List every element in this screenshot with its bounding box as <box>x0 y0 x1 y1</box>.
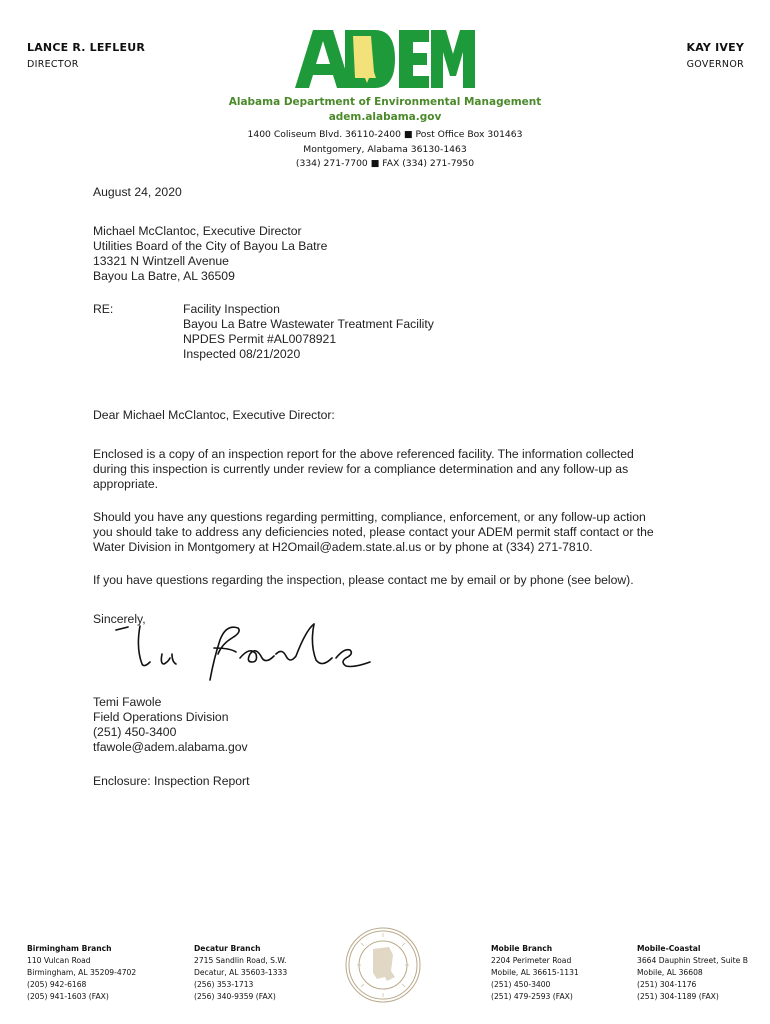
branch-name: Decatur Branch <box>194 944 261 953</box>
branch-line: (251) 479-2593 (FAX) <box>491 992 573 1001</box>
director-name: LANCE R. LEFLEUR <box>27 41 145 54</box>
signer-line: (251) 450-3400 <box>93 725 177 739</box>
paragraph-line: Enclosed is a copy of an inspection report for the above referenced facility. The information collected <box>93 447 634 461</box>
address-line-3: (334) 271-7700 ■ FAX (334) 271-7950 <box>295 158 475 169</box>
recipient-line: Bayou La Batre, AL 36509 <box>93 269 235 283</box>
branch-line: (256) 353-1713 <box>194 980 254 989</box>
letter-date: August 24, 2020 <box>93 185 182 199</box>
branch-line: (205) 942-6168 <box>27 980 87 989</box>
address-line-2: Montgomery, Alabama 36130-1463 <box>303 144 467 155</box>
closing: Sincerely, <box>93 612 146 626</box>
branch-name: Mobile Branch <box>491 944 553 953</box>
branch-line: Decatur, AL 35603-1333 <box>194 968 288 977</box>
paragraph-2 <box>93 510 654 555</box>
branch-name: Mobile-Coastal <box>637 944 701 953</box>
handwritten-signature <box>110 618 400 688</box>
signer-block <box>93 695 248 755</box>
branch-line: 110 Vulcan Road <box>27 956 91 965</box>
branch-line: (251) 450-3400 <box>491 980 551 989</box>
paragraph-line: you should take to address any deficiencies noted, please contact your ADEM permit staff contact or the <box>93 525 654 539</box>
footer-branch-mobile-coastal <box>637 943 748 1003</box>
branch-line: (205) 941-1603 (FAX) <box>27 992 109 1001</box>
state-seal-icon <box>343 925 423 1005</box>
agency-name: Alabama Department of Environmental Management <box>228 96 542 108</box>
director-title: DIRECTOR <box>27 59 79 70</box>
recipient-block <box>93 224 327 284</box>
recipient-line: 13321 N Wintzell Avenue <box>93 254 229 268</box>
branch-line: (256) 340-9359 (FAX) <box>194 992 276 1001</box>
governor-title: GOVERNOR <box>686 59 744 70</box>
adem-logo <box>295 28 475 90</box>
enclosure: Enclosure: Inspection Report <box>93 774 250 788</box>
agency-website: adem.alabama.gov <box>328 111 442 123</box>
branch-line: Mobile, AL 36608 <box>637 968 703 977</box>
signer-line: Field Operations Division <box>93 710 229 724</box>
re-line: Bayou La Batre Wastewater Treatment Facility <box>183 317 434 331</box>
branch-line: 2715 Sandlin Road, S.W. <box>194 956 287 965</box>
recipient-line: Utilities Board of the City of Bayou La Batre <box>93 239 328 253</box>
paragraph-line: Should you have any questions regarding permitting, compliance, enforcement, or any follow-up action <box>93 510 646 524</box>
branch-line: (251) 304-1189 (FAX) <box>637 992 719 1001</box>
salutation: Dear Michael McClantoc, Executive Director: <box>93 408 335 422</box>
re-block <box>183 302 434 362</box>
re-label: RE: <box>93 302 114 316</box>
signer-line: Temi Fawole <box>93 695 162 709</box>
paragraph-line: appropriate. <box>93 477 159 491</box>
footer-branch-mobile <box>491 943 579 1003</box>
branch-line: 3664 Dauphin Street, Suite B <box>637 956 748 965</box>
recipient-line: Michael McClantoc, Executive Director <box>93 224 302 238</box>
footer-branch-decatur <box>194 943 287 1003</box>
address-line-1: 1400 Coliseum Blvd. 36110-2400 ■ Post Office Box 301463 <box>247 129 523 140</box>
re-line: Facility Inspection <box>183 302 280 316</box>
re-line: Inspected 08/21/2020 <box>183 347 301 361</box>
footer-branch-birmingham <box>27 943 136 1003</box>
branch-name: Birmingham Branch <box>27 944 112 953</box>
governor-name: KAY IVEY <box>686 41 744 54</box>
re-line: NPDES Permit #AL0078921 <box>183 332 337 346</box>
paragraph-3: If you have questions regarding the inspection, please contact me by email or by phone (see below). <box>93 573 634 587</box>
branch-line: Mobile, AL 36615-1131 <box>491 968 579 977</box>
branch-line: 2204 Perimeter Road <box>491 956 572 965</box>
signer-line: tfawole@adem.alabama.gov <box>93 740 248 754</box>
paragraph-line: during this inspection is currently under review for a compliance determination and any follow-up as <box>93 462 629 476</box>
branch-line: (251) 304-1176 <box>637 980 697 989</box>
paragraph-1 <box>93 447 634 492</box>
paragraph-line: Water Division in Montgomery at H2Omail@adem.state.al.us or by phone at (334) 271-7810. <box>93 540 593 554</box>
branch-line: Birmingham, AL 35209-4702 <box>27 968 137 977</box>
